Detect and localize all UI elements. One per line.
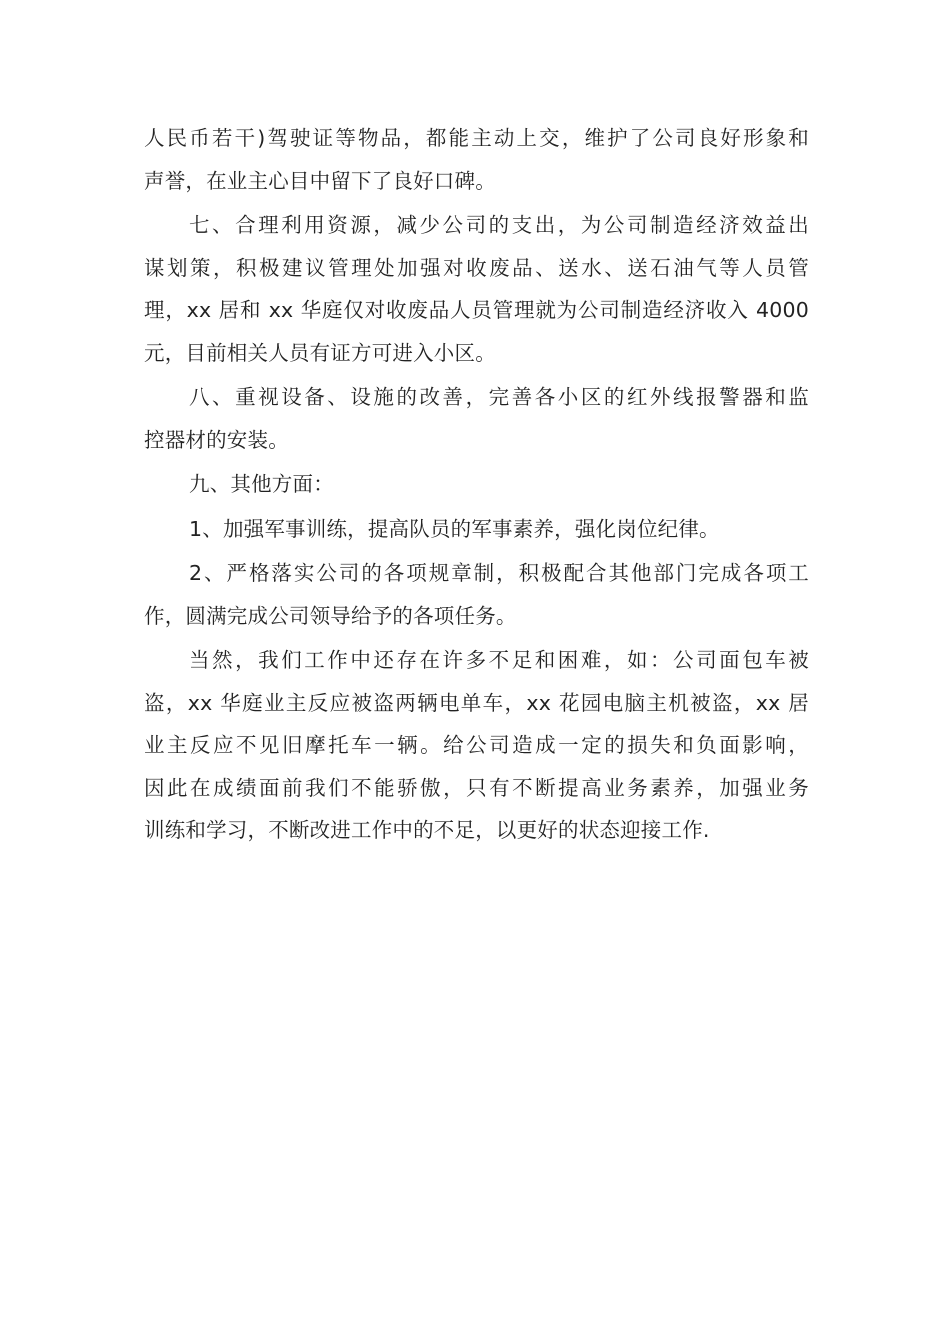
text-line: 控器材的安装。 (144, 427, 289, 452)
text-line: 作，圆满完成公司领导给予的各项任务。 (144, 603, 517, 628)
paragraph-section-nine (144, 463, 809, 506)
paragraph-section-seven (144, 204, 809, 374)
text-line: 八、重视设备、设施的改善，完善各小区的红外线报警器和监 (189, 385, 809, 409)
paragraph-continuation (144, 117, 809, 202)
text-line: 谋划策，积极建议管理处加强对收废品、送水、送石油气等人员管 (144, 255, 809, 280)
text-line: 元，目前相关人员有证方可进入小区。 (144, 340, 496, 365)
list-item-nine-1 (144, 508, 809, 551)
document-body (144, 117, 809, 854)
text-line: 当然，我们工作中还存在许多不足和困难，如：公司面包车被 (189, 648, 809, 672)
text-line: 1、加强军事训练，提高队员的军事素养，强化岗位纪律。 (189, 516, 720, 541)
text-line: 七、合理利用资源，减少公司的支出，为公司制造经济效益出 (189, 213, 809, 237)
text-line: 理，xx 居和 xx 华庭仅对收废品人员管理就为公司制造经济收入 4000 (144, 298, 809, 322)
text-line: 因此在成绩面前我们不能骄傲，只有不断提高业务素养，加强业务 (144, 775, 809, 800)
text-line: 声誉，在业主心目中留下了良好口碑。 (144, 168, 496, 193)
paragraph-section-eight (144, 376, 809, 461)
paragraph-conclusion (144, 639, 809, 852)
text-line: 2、严格落实公司的各项规章制，积极配合其他部门完成各项工 (189, 561, 809, 585)
text-line: 训练和学习，不断改进工作中的不足，以更好的状态迎接工作. (144, 818, 710, 842)
text-line: 盗，xx 华庭业主反应被盗两辆电单车，xx 花园电脑主机被盗，xx 居 (144, 690, 809, 715)
text-line: 人民币若干)驾驶证等物品，都能主动上交，维护了公司良好形象和 (144, 126, 809, 150)
text-line: 业主反应不见旧摩托车一辆。给公司造成一定的损失和负面影响， (144, 733, 809, 757)
text-line: 九、其他方面： (189, 472, 334, 496)
list-item-nine-2 (144, 552, 809, 637)
